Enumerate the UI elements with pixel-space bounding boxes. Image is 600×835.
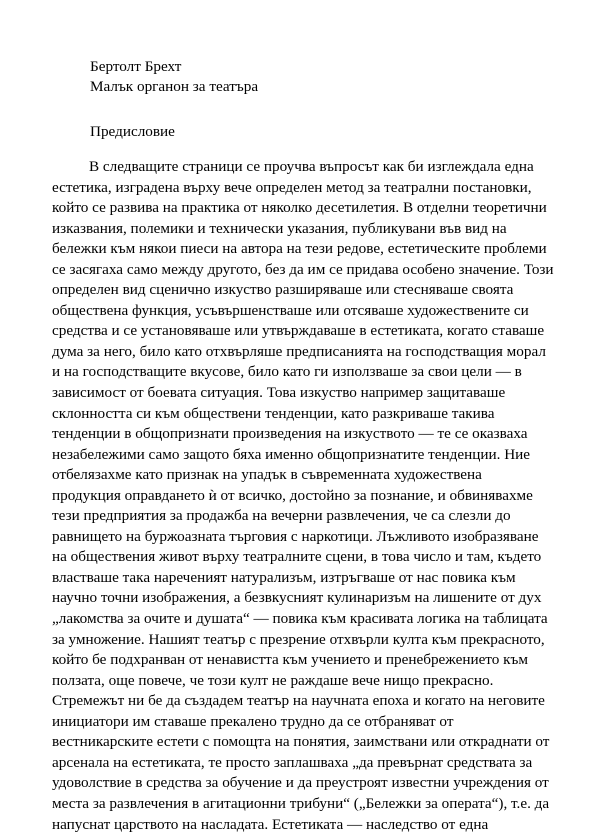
text-line: изказвания, полемики и технически указания, публикувани във вид на — [52, 219, 552, 240]
text-line: се засягаха само между другото, без да им се придава особено значение. Този — [52, 260, 552, 281]
text-line: тези предприятия за продажба на вечерни развлечения, че са слезли до — [52, 506, 552, 527]
text-line: обществена функция, усъвършенстваше или отсяваше художествените си — [52, 301, 552, 322]
text-line: „лакомства за очите и душата“ — повика към красивата логика на таблицата — [52, 609, 552, 630]
text-line: отбелязахме като признак на упадък в съвременната художествена — [52, 465, 552, 486]
text-line: средства и се установяваше или утвърждаваше в естетиката, когато ставаше — [52, 321, 552, 342]
text-line: места за развлечения в агитационни трибуни“ („Бележки за операта“), т.е. да — [52, 794, 552, 815]
text-line: зависимост от боевата ситуация. Това изкуство например защитаваше — [52, 383, 552, 404]
text-line: продукция оправдането ѝ от всичко, достойно за познание, и обвинявахме — [52, 486, 552, 507]
text-line: определен вид сценично изкуство разширяваше или стесняваше своята — [52, 280, 552, 301]
text-line: който се развива на практика от няколко десетилетия. В отделни теоретични — [52, 198, 552, 219]
text-line: склонността си към обществени тенденции, като разкриваше такива — [52, 404, 552, 425]
body-paragraph — [52, 157, 552, 835]
text-line: инициатори им ставаше прекалено трудно да се отбраняват от — [52, 712, 552, 733]
text-line: незабележими само защото бяха именно общопризнатите тенденции. Ние — [52, 445, 552, 466]
text-line: и на господстващите вкусове, било като ги използваше за свои цели — в — [52, 362, 552, 383]
text-line: равнището на буржоазната търговия с наркотици. Лъжливото изобразяване — [52, 527, 552, 548]
text-line: В следващите страници се проучва въпросът как би изглеждала една — [52, 157, 552, 178]
text-line: вестникарските естети с помощта на понятия, заимствани или откраднати от — [52, 732, 552, 753]
author-name: Бертолт Брехт — [90, 58, 181, 76]
text-line: ползата, още повече, че този култ не раждаше вече нищо прекрасно. — [52, 671, 552, 692]
text-line: властваше така нареченият натурализъм, изтръгваше от нас повика към — [52, 568, 552, 589]
section-heading: Предисловие — [90, 123, 175, 141]
document-title: Малък органон за театъра — [90, 78, 258, 96]
text-line: удоволствие в средства за обучение и да преустроят известни учреждения от — [52, 773, 552, 794]
text-line: Стремежът ни бе да създадем театър на научната епоха и когато на неговите — [52, 691, 552, 712]
text-line: научно точни изображения, а безвкусният кулинаризъм на лишените от дух — [52, 588, 552, 609]
text-line: арсенала на естетиката, те просто заплашваха „да превърнат средствата за — [52, 753, 552, 774]
text-line: който бе подхранван от ненавистта към учението и пренебрежението към — [52, 650, 552, 671]
text-line: тенденции в общопризнати произведения на изкуството — те се оказваха — [52, 424, 552, 445]
text-line: естетика, изградена върху вече определен метод за театрални постановки, — [52, 178, 552, 199]
text-line: дума за него, било като отхвърляше предписанията на господстващия морал — [52, 342, 552, 363]
text-line: бележки към някои пиеси на автора на тези редове, естетическите проблеми — [52, 239, 552, 260]
text-line: напуснат царството на насладата. Естетиката — наследство от една — [52, 815, 552, 835]
text-line: за умножение. Нашият театър с презрение отхвърли култа към прекрасното, — [52, 630, 552, 651]
text-line: на обществения живот върху театралните сцени, в това число и там, където — [52, 547, 552, 568]
